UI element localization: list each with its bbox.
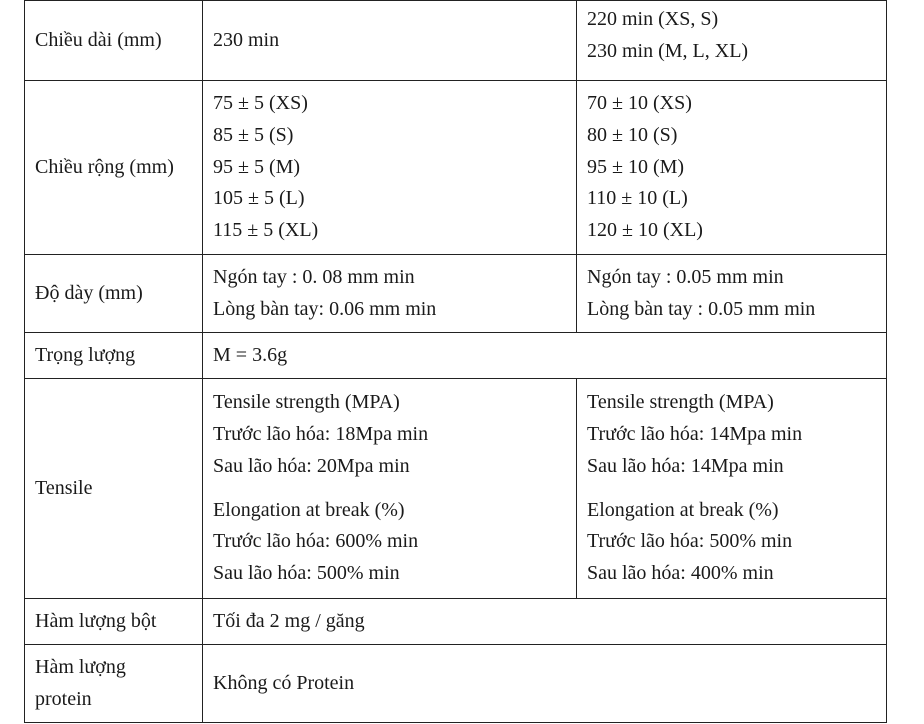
row-label [25,1,203,81]
table-row [25,255,887,333]
cell-line: 85 ± 5 (S) [213,123,294,146]
cell-line: M = 3.6g [213,343,288,366]
row-label-text: Chiều rộng (mm) [35,155,174,178]
cell-line: 230 min (M, L, XL) [587,39,749,62]
table-cell [577,255,887,333]
row-label [25,645,203,723]
cell-line: 110 ± 10 (L) [587,187,688,210]
cell-line: Sau lão hóa: 400% min [587,562,774,585]
spec-table [24,0,887,723]
cell-line: Không có Protein [213,671,355,694]
cell-line: Tối đa 2 mg / găng [213,609,365,632]
cell-line: 230 min [213,28,280,51]
cell-line: Tensile strength (MPA) [587,391,774,414]
table-cell [203,1,577,81]
row-label-text: Chiều dài (mm) [35,28,162,51]
row-label [25,379,203,599]
cell-line: Sau lão hóa: 20Mpa min [213,454,410,477]
cell-line: 115 ± 5 (XL) [213,219,319,242]
row-label-text: protein [35,687,92,710]
cell-line: Trước lão hóa: 14Mpa min [587,422,803,445]
cell-line: Tensile strength (MPA) [213,391,400,414]
row-label [25,81,203,255]
cell-line: Trước lão hóa: 500% min [587,530,793,553]
table-cell [203,255,577,333]
table-row [25,81,887,255]
cell-line: Ngón tay : 0.05 mm min [587,265,784,288]
row-label [25,333,203,379]
cell-line: Lòng bàn tay: 0.06 mm min [213,297,437,320]
cell-line: 105 ± 5 (L) [213,187,305,210]
table-row [25,379,887,599]
cell-line: Trước lão hóa: 600% min [213,530,419,553]
row-label-text: Độ dày (mm) [35,281,143,304]
row-label-text: Hàm lượng [35,655,126,678]
cell-line: Sau lão hóa: 500% min [213,562,400,585]
cell-line: Elongation at break (%) [587,498,779,521]
table-cell [577,81,887,255]
table-cell-merged [203,333,887,379]
cell-line: Sau lão hóa: 14Mpa min [587,454,784,477]
row-label-text: Trọng lượng [35,343,136,366]
row-label-text: Tensile [35,476,93,499]
cell-line: Lòng bàn tay : 0.05 mm min [587,297,816,320]
cell-line: 70 ± 10 (XS) [587,92,692,114]
table-cell-merged [203,645,887,723]
table-cell [203,81,577,255]
table-row [25,1,887,81]
cell-line: Ngón tay : 0. 08 mm min [213,265,415,288]
table-row [25,333,887,379]
table-row [25,645,887,723]
cell-line: 80 ± 10 (S) [587,123,678,146]
cell-line: 120 ± 10 (XL) [587,219,703,242]
cell-line: Elongation at break (%) [213,498,405,521]
row-label [25,255,203,333]
table-cell [577,379,887,599]
cell-line: 95 ± 5 (M) [213,155,301,178]
table-cell [577,1,887,81]
row-label-text: Hàm lượng bột [35,609,157,632]
cell-line: Trước lão hóa: 18Mpa min [213,422,429,445]
table-cell-merged [203,599,887,645]
cell-line: 220 min (XS, S) [587,8,719,30]
table-cell [203,379,577,599]
cell-line: 95 ± 10 (M) [587,155,685,178]
cell-line: 75 ± 5 (XS) [213,92,308,114]
row-label [25,599,203,645]
table-row [25,599,887,645]
